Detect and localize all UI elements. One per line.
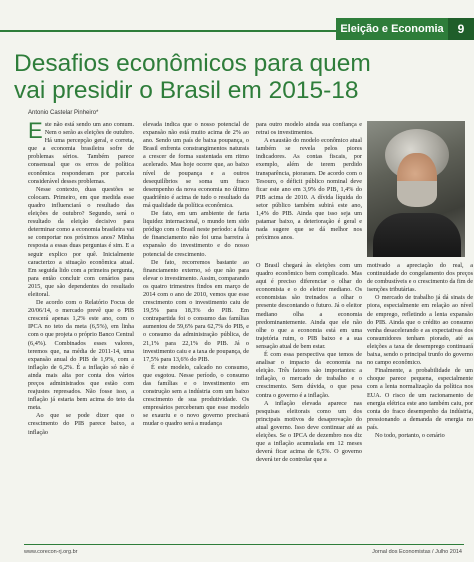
paragraph: Finalmente, a probabilidade de um choque parece pequena, especialmente com a lenta normalização da política nos EUA. O risco de um racionamento de energia elétrica este ano também caiu, por conta do fraco desempenho da indústria, pressionando a demanda de energia no país. [367, 367, 473, 431]
article-title-line-2: vai presidir o Brasil em 2015-18 [14, 77, 359, 104]
article-title-line-1: Desafios econômicos para quem [14, 50, 371, 77]
paragraph: Nesse contexto, duas questões se colocam. Primeiro, em que medida esse quadro influenciará o resultado das eleições de outubro? Segundo, será o resultado da eleição decisivo para determinar como a economia brasileira vai se comportar nos próximos anos? Minha resposta a essas duas perguntas é sim. E a seguir explico por quê. Inicialmente caracterizo a situação econômica atual. Em seguida lido com a primeira pergunta, para então concluir com cenários para 2015, que são dependentes do resultado eleitoral. [28, 185, 134, 298]
paragraph: para outro modelo ainda sua confiança e retrai os investimentos. [256, 121, 362, 137]
paragraph: A inflação elevada aparece nas pesquisas eleitorais como um dos principais motivos de desaprovação do atual governo. Isso deve continuar até as eleições. Se o IPCA de dezembro nos diz que a inflação acumulada em 12 meses deverá ficar acima de 6,5%. O governo deverá ter de controlar que a [256, 399, 362, 464]
article-column-1 [28, 118, 135, 437]
paragraph: No todo, portanto, o cenário [375, 431, 445, 439]
page-footer [0, 540, 474, 562]
article-column-3-bottom [256, 262, 362, 464]
paragraph: elevada indica que o nosso potencial de expansão não está muito acima de 2% ao ano. Sendo um país de baixa poupança, o Brasil enfrenta constrangimentos naturais a crescer de forma sustentada em ritmo acelerado. Mas hoje ocorre que, ao baixo nível de poupança e a outros desequilíbrios se soma um fraco desempenho da nova economia no último quadriênio é acima de tudo o resultado da má qualidade da política econômica. [143, 121, 249, 209]
author-photo [367, 121, 465, 257]
paragraph: O Brasil chegará às eleições com um quadro econômico bem complicado. Mas aqui é preciso diferenciar o olhar do economista e o do eleitor mediano. Os economistas são treinados a olhar o presente descontando o futuro. Já o eleitor mediano olha a economia predominantemente. Ainda que ele não olhe o que a economia está em uma trajetória ruim, o PIB baixo e a sua sensação atual de bem estar. [256, 262, 362, 350]
footer-site-link[interactable]: www.corecon-rj.org.br [24, 549, 78, 555]
page-header [0, 0, 474, 38]
drop-cap: E [28, 118, 43, 143]
paragraph: De fato, em um ambiente de farta liquidez internacional, o mundo tem sido pródigo com o Brasil neste período: a falta de financiamento não foi uma barreira à expansão do investimento e do nosso potencial de crescimento. [143, 210, 249, 258]
paragraph: Ao que se pode dizer que o crescimento do PIB parece baixo, a inflação [28, 412, 134, 436]
article-column-3-top [256, 121, 362, 257]
footer-rule [24, 544, 464, 545]
section-label: Eleição e Economia [340, 23, 444, 35]
paragraph: É este modelo, calcado no consumo, que esgotou. Nesse período, o consumo das famílias e o investimento em construção sem a indústria com um baixo crescimento de sua produtividade. Os empresários perceberam que esse modelo se exauriu e o novo governo precisará mudar o quadro será a mudança [143, 363, 249, 428]
paragraph: motivado a apreciação do real, a continuidade do congelamento dos preços de combustíveis e o crescimento da fim de isenções tributárias. [367, 262, 473, 294]
page-number: 9 [448, 18, 474, 40]
paragraph: O mercado de trabalho já dá sinais de piora, especialmente em relação ao nível de emprego, refletindo a lenta expansão do PIB. Ainda que o crédito ao consumo venha desacelerando e as expectativas dos consumidores tenham piorado, até as eleições a taxa de desemprego continuará baixa, sendo o principal trunfo do governo no campo econômico. [367, 294, 473, 367]
byline: Antonio Castelar Pinheiro* [28, 110, 99, 116]
article-title [14, 50, 464, 104]
paragraph: De fato, recorremos bastante ao financiamento externo, só que não para elevar o investimento. Assim, comparando os quatro trimestres findos em março de 2014 com o ano de 2010, vemos que esse crescimento com o investimento caiu de 19,5% para 18,3% do PIB. Em contrapartida foi o consumo das famílias aumentou de 59,6% para 62,7% do PIB, e o consumo da administração pública, de 21,1% para 22,1% do PIB. Já o investimento caiu e a taxa de poupança, de 17,5% para 13,6% do PIB. [143, 258, 249, 363]
paragraph: Este não está sendo um ano comum. Nem o serão as eleições de outubro. Há uma percepção geral, e correta, que a economia brasileira sofre de problemas sérios. Também parece consensual que os erros de política econômica responderam por parcela considerável desses problemas. [28, 118, 134, 185]
article-column-2 [143, 121, 249, 429]
article-column-4 [367, 262, 473, 440]
footer-journal: Jornal dos Economistas / Julho 2014 [372, 549, 462, 555]
paragraph: É com essa perspectiva que temos de analisar o impacto da economia na eleição. Três fatores são importantes: a inflação, o mercado de trabalho e o crescimento. Sem dúvida, o que pesa contra o governo é a inflação. [256, 351, 362, 399]
section-tab [336, 18, 474, 40]
paragraph: A exaustão do modelo econômico atual também se revela pelos piores indicadores. As contas fiscais, por exemplo, além de terem perdido transparência, pioraram. De acordo com o Tesouro, o déficit público nominal deve ficar este ano em 3,9% do PIB, 1,4% do PIB acima de 2010. A dívida líquida do setor público também subirá este ano, 1,4% do PIB. Ainda que isso seja um patamar baixo, a deterioração é geral e nada sugere que se dá melhor nos próximos anos. [256, 137, 362, 242]
paragraph: De acordo com o Relatório Focus de 20/06/14, o mercado prevê que o PIB crescerá apenas 1,2% este ano, com o IPCA no teto da meta (6,5%), em linha com o que projeta o próprio Banco Central (6,4%). Combinados esses valores, teremos que, na média de 2011-14, uma expansão anual do PIB de 1,9%, com a inflação de 6,2%. É a inflação só não é ainda mais alta por conta dos vários preços administrados que estão com reajustes represados. Não fosse isso, a inflação já estaria bem acima do teto da meta. [28, 299, 135, 412]
